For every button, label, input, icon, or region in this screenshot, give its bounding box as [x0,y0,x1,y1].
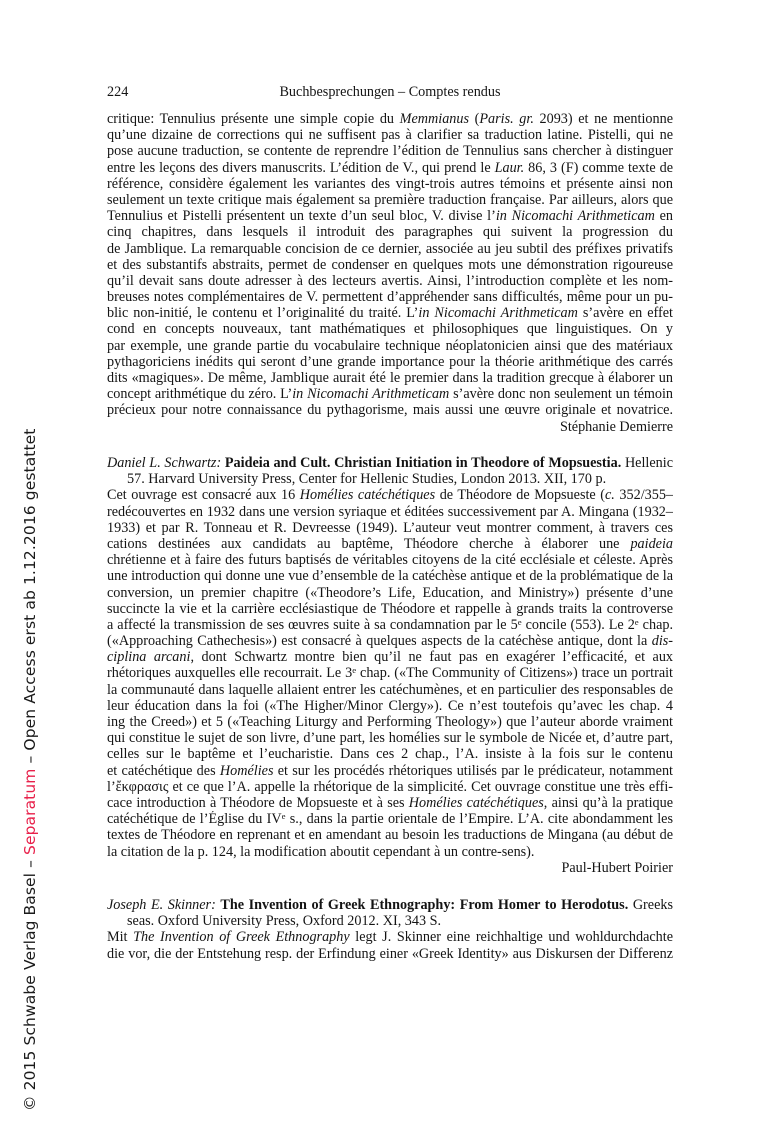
text-run: celles sur le baptême et l’eucharistie. Dans ces 2 chap., l’A. insiste à la fois sur le contenu [107,746,673,763]
page-number: 224 [107,84,129,100]
italic-text: in Nicomachi Arithmeticam [292,386,450,403]
text-run: 86, 3 (F) comme texte de [524,159,673,176]
review-skinner-ethnography [107,897,673,962]
text-line [107,730,673,746]
text-line [107,143,673,159]
text-line [107,763,673,779]
bold-title: Paideia and Cult. Christian Initiation in Theodore of Mopsuestia. [224,455,622,471]
text-line [107,127,673,143]
italic-text: Homélies catéchétiques [408,794,544,811]
text-run: et sur les procédés rhétoriques utilisés par le prédicateur, notamment [273,762,673,779]
text-run: l’ἔκφρασις et ce que l’A. appelle la rhétorique de la simplicité. Cet ouvrage constitue une très effi- [107,778,673,795]
text-run: die vor, die der Entstehung resp. der Erfindung einer «Greek Identity» aus Diskursen der Differenz [107,945,673,962]
text-run: Hellenic [624,455,673,471]
text-run: ing the Creed») et 5 («Teaching Liturgy and Performing Theology») que l’auteur aborde vraiment [107,714,673,730]
text-run: catéchétique de l’Église du IV [107,811,282,828]
text-run: référence, considère également les variantes des vingt-trois autres témoins et présente ainsi non [107,175,673,192]
text-line [107,257,673,273]
italic-text: Memmianus [399,111,469,127]
text-line [107,321,673,337]
text-run: cace introduction à Théodore de Mopsueste et à ses [107,794,409,811]
text-run: pose aucune traduction, se contente de reprendre l’édition de Tennulius sans chercher à distinguer [107,143,673,160]
text-run: Cet ouvrage est consacré aux 16 [107,487,300,504]
text-run: Mit [107,929,134,946]
italic-text: Homélies [219,762,274,779]
bold-title: The Invention of Greek Ethnography: From Homer to Herodotus. [220,897,629,913]
text-line [107,455,673,471]
italic-text: Homélies catéchétiques [299,487,436,504]
text-run: seulement un texte critique mais également sa première traduction française. Par ailleurs, alors que [107,191,673,208]
text-run: de Jamblique. La remarquable concision de ce dernier, associée au jeu subtil des préfixes privatifs [107,240,673,257]
text-run: cond en concepts nouveaux, tant mathématiques et philosophiques que linguistiques. On y [107,321,673,338]
text-run: 352/355– [619,487,673,504]
text-run: concile (553). Le 2 [521,616,635,633]
text-line [107,844,673,860]
superscript: e [352,665,357,676]
text-line [107,811,673,827]
text-line [107,897,673,913]
text-run: rhétoriques auxquelles elle recourrait. Le 3 [107,665,353,682]
text-line [107,536,673,552]
text-line [107,746,673,762]
text-line [107,208,673,224]
text-line [107,827,673,843]
text-run: Tennulius et Pistelli présentent un texte d’un seul bloc, V. divise l’ [107,208,496,225]
text-run: Paul-Hubert Poirier [561,859,673,876]
text-run: cinq chapitres, dans lesquels il introduit des paragraphes qui suivent la progression du [107,224,673,241]
text-line [107,568,673,584]
italic-text: c. [605,487,615,504]
text-run: dits «magiques». De même, Jamblique aurait été le premier dans la tradition grecque à élaborer un [107,370,673,386]
text-run: qui constitue le sujet de son livre, d’une part, les homélies sur le symbole de Nicée et, d’autre part, [107,730,673,747]
text-line [107,487,673,503]
text-run: seas. Oxford University Press, Oxford 2012. XI, 343 S. [127,913,442,930]
text-line [107,241,673,257]
italic-text: in Nicomachi Arithmeticam [495,208,655,225]
text-run: textes de Théodore en reprenant et en amendant au besoin les traductions de Mingana (au début de [107,827,673,844]
text-run: conversion, un premier chapitre («Theodore’s Life, Education, and Ministry») présente d’une [107,584,673,601]
text-line [107,111,673,127]
text-line [107,176,673,192]
text-run: redécouvertes en 1932 dans une version syriaque et éditées successivement par A. Mingana (1932– [107,503,673,520]
text-run: critique: Tennulius présente une simple copie du [107,111,400,127]
text-run: s’avère en effet [582,305,673,322]
text-line [107,698,673,714]
text-line [107,633,673,649]
text-run: en [654,208,673,225]
text-run: , ainsi qu’à la pratique [543,794,673,811]
text-run: de Théodore de Mopsueste ( [435,487,605,504]
text-run: breuses notes complémentaires de V. permettent d’appréhender sans difficultés, même pour un pu- [107,289,673,306]
text-line [107,224,673,240]
superscript: e [634,616,639,627]
text-line [107,386,673,402]
text-run: 1933) et par R. Tonneau et R. Devreesse (1949). L’auteur veut montrer comment, à travers ces [107,519,673,536]
text-run: a affecté la transmission de ses œuvres suite à sa condamnation par le 5 [107,616,518,633]
text-line [107,714,673,730]
italic-text: paideia [630,535,673,552]
text-line [107,665,673,681]
text-line [107,795,673,811]
text-run: 2093) et ne mentionne [533,111,673,127]
text-line [107,504,673,520]
text-run: concept arithmétique du zéro. L’ [107,386,293,403]
italic-text: Paris. gr. [479,111,534,127]
text-line [107,192,673,208]
text-run: et catéchétique des [107,762,220,779]
italic-text: Laur. [494,159,525,176]
copyright-text: © 2015 Schwabe Verlag Basel – [21,855,39,1111]
text-line [107,289,673,305]
italic-text: ciplina arcani [107,649,191,666]
text-run: pythagoriciens inédits qui seront d’une grande importance pour la théorie arithmétique des carrés [107,353,673,370]
text-line [107,402,673,418]
text-run: leur éducation dans la foi («The Higher/Minor Clergy»). Ce n’est toutefois qu’avec les chap. 4 [107,697,673,714]
text-line [107,305,673,321]
superscript: e [281,811,286,822]
text-line [107,601,673,617]
text-line [107,354,673,370]
text-line [107,946,673,962]
text-run: («Approaching Cathechesis») est consacré à quelques aspects de la catéchèse antique, dont la [107,633,652,650]
text-run: blic non-initié, le contenu et l’originalité du traité. L’ [107,305,419,322]
text-line [107,273,673,289]
text-run: 57. Harvard University Press, Center for Hellenic Studies, London 2013. XII, 170 p. [127,471,607,488]
text-run: succincte la vie et la carrière ecclésiastique de Théodore et rappelle à grands traits la controverse [107,600,673,617]
italic-text: dis- [651,633,673,650]
text-run: cations destinées aux candidats au baptême, Théodore cherche à élaborer une [107,535,631,552]
text-line [107,617,673,633]
text-run: qu’il devait sans doute adresser à des lecteurs avertis. Ainsi, l’introduction complète et les nom- [107,272,673,289]
text-run: et des substantifs abstraits, permet de condenser en quelques mots une démonstration rigoureuse [107,256,673,273]
bibliographic-line [107,913,673,929]
italic-text: Daniel L. Schwartz: [107,455,222,471]
text-run: s., dans la partie orientale de l’Empire. L’A. cite abondamment les [285,811,673,828]
text-run: ( [469,111,480,127]
open-access-text: – Open Access erst ab 1.12.2016 gestattet [21,428,39,769]
text-run: précieux pour notre connaissance du pythagorisme, mais aussi une œuvre originale et novatrice. [107,402,673,419]
text-run: chap. [638,616,673,633]
text-run: par exemple, une grande partie du vocabulaire technique néoplatonicien ainsi que des matériaux [107,337,673,354]
review-iamblichus-continuation [107,111,673,435]
text-run: Greeks [632,897,673,913]
text-line [107,585,673,601]
reviewer-signature [107,419,673,435]
italic-text: The Invention of Greek Ethnography [133,929,350,946]
copyright-notice [20,429,40,1111]
text-run: legt J. Skinner eine reichhaltige und wohldurchdachte [355,929,673,946]
text-run: s’avère donc non seulement un témoin [449,386,673,403]
separatum-label: Separatum [21,768,39,855]
italic-text: Joseph E. Skinner: [107,897,216,913]
italic-text: in Nicomachi Arithmeticam [418,305,578,322]
text-run: qu’une dizaine de corrections qui ne suffisent pas à clarifier sa traduction latine. Pistelli, qui ne [107,127,673,144]
running-header [107,84,673,101]
text-run: , dont Schwartz montre bien qu’il ne faut pas en exagérer l’efficacité, et aux [190,649,673,666]
text-line [107,552,673,568]
superscript: e [517,616,522,627]
bibliographic-line [107,471,673,487]
text-run: la citation de la p. 124, la modification aboutit cependant à un contre-sens). [107,843,535,860]
text-run: la communauté dans laquelle allaient entrer les catéchumènes, et en particulier des responsables de [107,681,673,698]
text-line [107,370,673,386]
text-line [107,160,673,176]
text-line [107,682,673,698]
text-run: chap. («The Community of Citizens») trace un portrait [360,665,673,682]
text-run: Stéphanie Demierre [559,418,673,435]
text-line [107,649,673,665]
text-run: entre les leçons des divers manuscrits. L’édition de V., qui prend le [107,159,495,176]
review-schwartz-paideia [107,455,673,876]
text-line [107,929,673,945]
reviewer-signature [107,860,673,876]
text-line [107,779,673,795]
text-run: une introduction qui donne une vue d’ensemble de la catéchèse antique et de la problématique de la [107,568,673,585]
text-line [107,520,673,536]
text-line [107,338,673,354]
text-run: chrétienne et à faire des futurs baptisés de véritables citoyens de la cité ecclésiale et céleste. Après [107,552,673,569]
running-title: Buchbesprechungen – Comptes rendus [279,84,501,100]
